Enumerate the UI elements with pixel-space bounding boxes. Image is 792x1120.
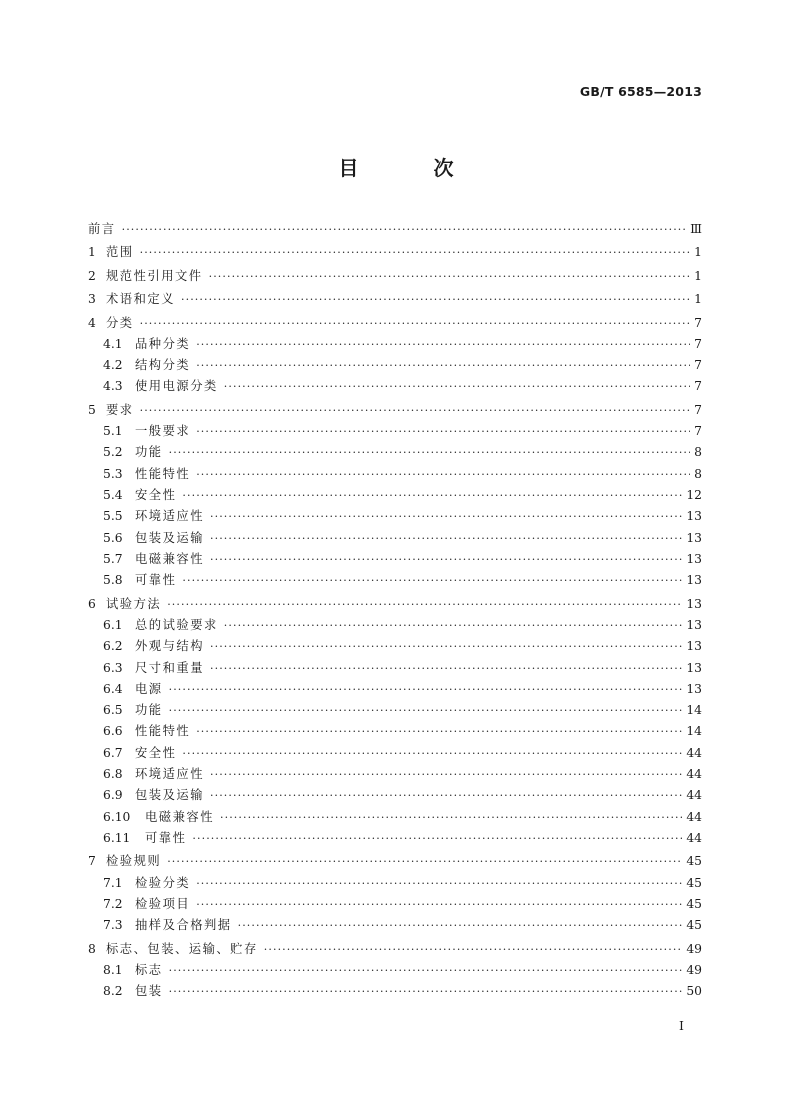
toc-entry-page: 7 <box>694 315 702 330</box>
toc-entry-page: 13 <box>686 573 702 588</box>
toc-entry-page: 44 <box>686 745 702 760</box>
toc-entry-label: 要求 <box>106 402 134 417</box>
toc-entry[interactable] <box>88 506 702 527</box>
toc-entry-number: 1 <box>88 245 96 260</box>
toc-entry-page: Ⅲ <box>690 222 702 236</box>
toc-entry[interactable] <box>88 549 702 570</box>
dot-leader <box>169 679 683 700</box>
dot-leader <box>220 807 682 828</box>
toc-entry[interactable] <box>88 594 702 615</box>
toc-entry-label: 性能特性 <box>135 466 191 481</box>
table-of-contents <box>88 219 702 1002</box>
toc-entry[interactable] <box>88 658 702 679</box>
toc-entry[interactable] <box>88 528 702 549</box>
toc-entry-number: 6.3 <box>103 660 123 675</box>
toc-entry[interactable] <box>88 764 702 785</box>
toc-entry-label: 术语和定义 <box>106 292 175 307</box>
dot-leader <box>182 570 682 591</box>
dot-leader <box>182 485 682 506</box>
toc-entry-page: 8 <box>694 445 702 460</box>
toc-entry-page: 49 <box>686 962 702 977</box>
toc-entry[interactable] <box>88 570 702 591</box>
toc-entry-number: 4.3 <box>103 379 123 394</box>
toc-entry-label: 前言 <box>88 222 116 236</box>
dot-leader <box>224 615 683 636</box>
toc-entry-label: 安全性 <box>135 488 177 503</box>
toc-entry[interactable] <box>88 219 702 240</box>
toc-entry-label: 电磁兼容性 <box>135 551 204 566</box>
toc-entry-page: 7 <box>694 358 702 373</box>
toc-entry[interactable] <box>88 851 702 872</box>
dot-leader <box>167 594 682 615</box>
dot-leader <box>196 355 690 376</box>
toc-entry-number: 6.11 <box>103 830 131 845</box>
toc-entry-label: 可靠性 <box>145 830 187 845</box>
toc-entry-number: 6.10 <box>103 809 131 824</box>
toc-entry-number: 6.8 <box>103 766 123 781</box>
dot-leader <box>192 828 682 849</box>
toc-entry[interactable] <box>88 679 702 700</box>
toc-entry[interactable] <box>88 485 702 506</box>
dot-leader <box>181 289 690 310</box>
toc-entry[interactable] <box>88 334 702 355</box>
dot-leader <box>122 219 687 240</box>
toc-entry[interactable] <box>88 939 702 960</box>
toc-entry-number: 6 <box>88 596 96 611</box>
toc-entry[interactable] <box>88 721 702 742</box>
toc-entry[interactable] <box>88 785 702 806</box>
toc-entry-label: 外观与结构 <box>135 639 204 654</box>
toc-entry-page: 13 <box>686 660 702 675</box>
toc-entry[interactable] <box>88 960 702 981</box>
toc-entry-label: 功能 <box>135 703 163 718</box>
toc-entry[interactable] <box>88 873 702 894</box>
toc-entry-label: 试验方法 <box>106 596 162 611</box>
toc-entry-page: 13 <box>686 596 702 611</box>
dot-leader <box>140 313 690 334</box>
toc-entry[interactable] <box>88 915 702 936</box>
toc-entry-number: 8.2 <box>103 984 123 999</box>
toc-entry-number: 7 <box>88 854 96 869</box>
page-number: I <box>679 1018 684 1033</box>
toc-entry-page: 44 <box>686 809 702 824</box>
toc-entry-number: 4.1 <box>103 336 123 351</box>
dot-leader <box>210 549 682 570</box>
dot-leader <box>196 334 690 355</box>
dot-leader <box>224 376 690 397</box>
toc-entry-label: 分类 <box>106 315 134 330</box>
toc-entry-label: 规范性引用文件 <box>106 268 203 283</box>
toc-entry-number: 6.1 <box>103 617 123 632</box>
toc-entry-label: 品种分类 <box>135 336 191 351</box>
toc-entry-label: 功能 <box>135 445 163 460</box>
toc-entry-label: 检验规则 <box>106 854 162 869</box>
toc-entry-number: 5.5 <box>103 509 123 524</box>
toc-entry[interactable] <box>88 894 702 915</box>
toc-entry-label: 范围 <box>106 245 134 260</box>
toc-entry[interactable] <box>88 807 702 828</box>
toc-entry-page: 44 <box>686 766 702 781</box>
toc-entry-page: 7 <box>694 379 702 394</box>
toc-entry-number: 5.8 <box>103 573 123 588</box>
toc-entry[interactable] <box>88 313 702 334</box>
dot-leader <box>210 506 682 527</box>
dot-leader <box>196 894 682 915</box>
toc-entry-label: 包装及运输 <box>135 788 204 803</box>
toc-entry-page: 7 <box>694 402 702 417</box>
toc-entry[interactable] <box>88 400 702 421</box>
toc-entry-page: 13 <box>686 551 702 566</box>
toc-entry-label: 抽样及合格判据 <box>135 918 232 933</box>
toc-entry-number: 8 <box>88 941 96 956</box>
toc-entry-label: 电磁兼容性 <box>145 809 214 824</box>
toc-entry-label: 尺寸和重量 <box>135 660 204 675</box>
dot-leader <box>210 528 682 549</box>
toc-entry[interactable] <box>88 289 702 310</box>
toc-entry[interactable] <box>88 743 702 764</box>
dot-leader <box>167 851 682 872</box>
toc-entry-number: 5.1 <box>103 424 123 439</box>
toc-entry-number: 6.2 <box>103 639 123 654</box>
toc-entry-page: 45 <box>686 854 702 869</box>
toc-entry[interactable] <box>88 464 702 485</box>
toc-entry-number: 2 <box>88 268 96 283</box>
toc-entry-page: 13 <box>686 681 702 696</box>
toc-entry-number: 5.3 <box>103 466 123 481</box>
toc-entry-number: 5.6 <box>103 530 123 545</box>
toc-entry-label: 标志 <box>135 962 163 977</box>
toc-entry-number: 8.1 <box>103 962 123 977</box>
toc-entry-page: 7 <box>694 424 702 439</box>
toc-entry-page: 13 <box>686 509 702 524</box>
toc-entry-page: 12 <box>686 488 702 503</box>
toc-entry-label: 标志、包装、运输、贮存 <box>106 941 258 956</box>
dot-leader <box>169 960 683 981</box>
dot-leader <box>196 421 690 442</box>
toc-entry[interactable] <box>88 442 702 463</box>
toc-entry-page: 7 <box>694 336 702 351</box>
dot-leader <box>182 743 682 764</box>
toc-entry-page: 1 <box>694 292 702 307</box>
toc-entry-number: 4 <box>88 315 96 330</box>
toc-entry[interactable] <box>88 242 702 263</box>
toc-entry-label: 电源 <box>135 681 163 696</box>
toc-entry[interactable] <box>88 266 702 287</box>
toc-entry-number: 5.7 <box>103 551 123 566</box>
toc-entry-page: 1 <box>694 268 702 283</box>
toc-entry-page: 13 <box>686 617 702 632</box>
toc-entry-number: 3 <box>88 292 96 307</box>
toc-entry-number: 6.7 <box>103 745 123 760</box>
toc-entry-label: 检验分类 <box>135 875 191 890</box>
toc-entry-page: 14 <box>686 703 702 718</box>
dot-leader <box>196 464 690 485</box>
toc-entry-page: 44 <box>686 788 702 803</box>
toc-entry-number: 5 <box>88 402 96 417</box>
toc-entry-page: 45 <box>686 918 702 933</box>
toc-entry-page: 13 <box>686 530 702 545</box>
toc-entry-label: 包装 <box>135 984 163 999</box>
toc-entry-label: 一般要求 <box>135 424 191 439</box>
toc-entry-number: 5.4 <box>103 488 123 503</box>
toc-entry-page: 1 <box>694 245 702 260</box>
toc-entry-label: 可靠性 <box>135 573 177 588</box>
standard-code: GB/T 6585—2013 <box>579 84 702 99</box>
toc-entry-label: 安全性 <box>135 745 177 760</box>
toc-entry-number: 6.4 <box>103 681 123 696</box>
toc-entry-number: 4.2 <box>103 358 123 373</box>
dot-leader <box>210 636 682 657</box>
toc-entry[interactable] <box>88 828 702 849</box>
toc-entry[interactable] <box>88 421 702 442</box>
toc-entry-number: 6.5 <box>103 703 123 718</box>
toc-entry-page: 44 <box>686 830 702 845</box>
toc-entry-number: 5.2 <box>103 445 123 460</box>
toc-entry-label: 使用电源分类 <box>135 379 218 394</box>
dot-leader <box>209 266 690 287</box>
dot-leader <box>169 981 683 1002</box>
page-title: 目 次 <box>338 156 488 180</box>
toc-entry-number: 7.3 <box>103 918 123 933</box>
dot-leader <box>169 700 683 721</box>
toc-entry[interactable] <box>88 355 702 376</box>
toc-entry[interactable] <box>88 615 702 636</box>
toc-entry-label: 性能特性 <box>135 724 191 739</box>
toc-entry-label: 包装及运输 <box>135 530 204 545</box>
toc-entry-page: 45 <box>686 875 702 890</box>
dot-leader <box>210 785 682 806</box>
dot-leader <box>210 658 682 679</box>
toc-entry-page: 8 <box>694 466 702 481</box>
toc-entry-number: 6.9 <box>103 788 123 803</box>
toc-entry-page: 14 <box>686 724 702 739</box>
toc-entry-page: 13 <box>686 639 702 654</box>
dot-leader <box>196 873 682 894</box>
dot-leader <box>264 939 683 960</box>
toc-entry[interactable] <box>88 376 702 397</box>
dot-leader <box>196 721 682 742</box>
dot-leader <box>210 764 682 785</box>
toc-entry-label: 环境适应性 <box>135 766 204 781</box>
toc-entry-label: 检验项目 <box>135 896 191 911</box>
toc-entry-number: 7.1 <box>103 875 123 890</box>
dot-leader <box>140 400 690 421</box>
dot-leader <box>169 442 690 463</box>
toc-entry-label: 结构分类 <box>135 358 191 373</box>
toc-entry[interactable] <box>88 981 702 1002</box>
toc-entry[interactable] <box>88 700 702 721</box>
toc-entry-label: 环境适应性 <box>135 509 204 524</box>
toc-entry-page: 45 <box>686 896 702 911</box>
dot-leader <box>238 915 683 936</box>
toc-entry-page: 49 <box>686 941 702 956</box>
toc-entry-number: 6.6 <box>103 724 123 739</box>
toc-entry-number: 7.2 <box>103 896 123 911</box>
dot-leader <box>140 242 690 263</box>
toc-entry[interactable] <box>88 636 702 657</box>
toc-entry-page: 50 <box>686 984 702 999</box>
toc-entry-label: 总的试验要求 <box>135 617 218 632</box>
